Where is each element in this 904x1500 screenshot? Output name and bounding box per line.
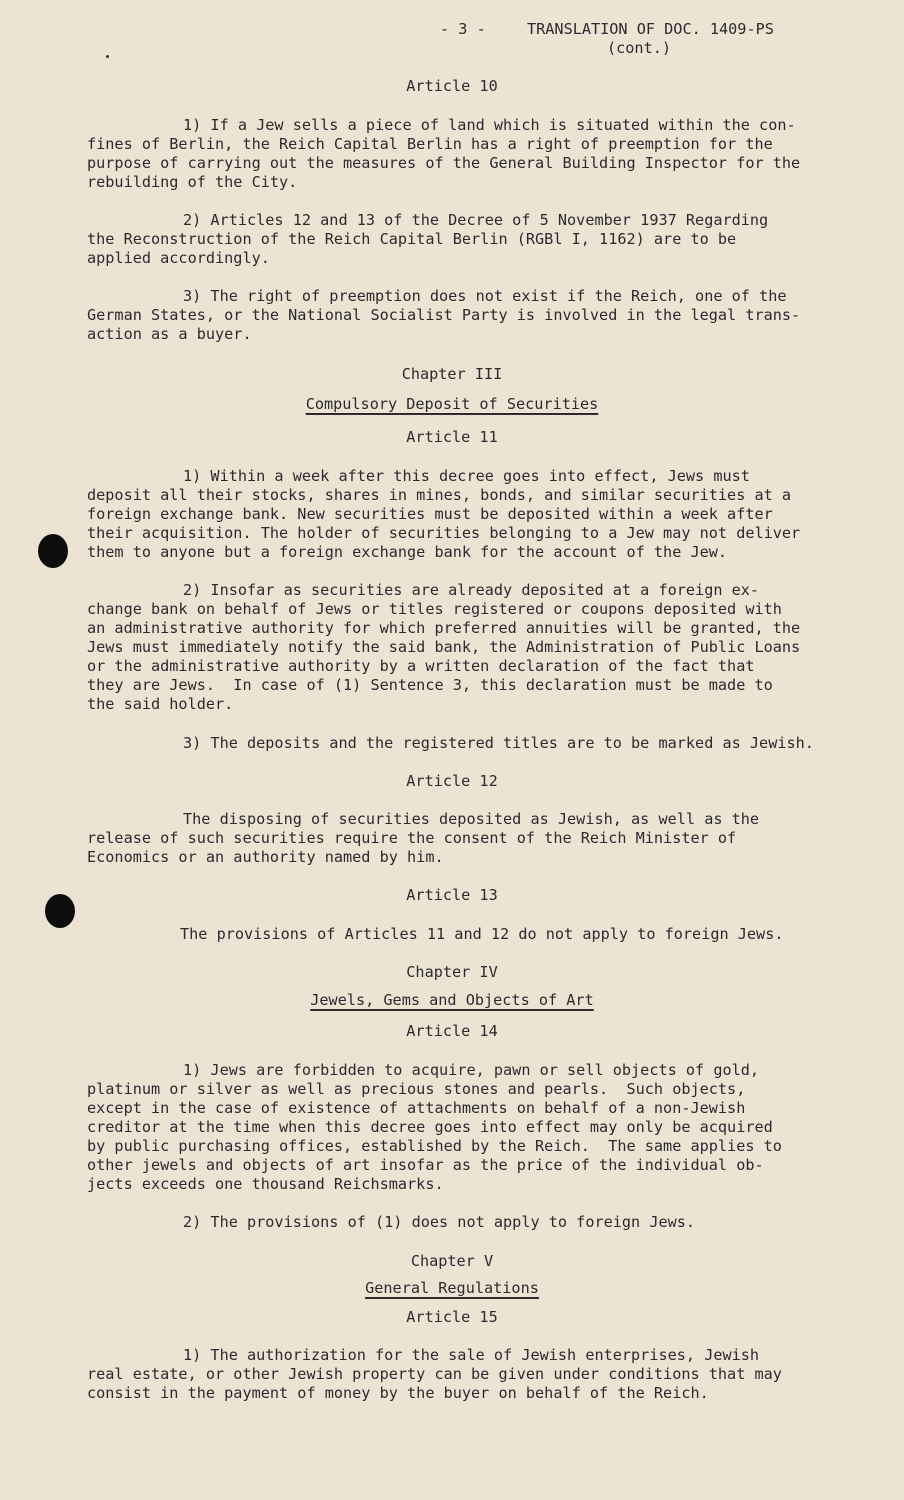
article-11-para-1-line: them to anyone but a foreign exchange bank for the account of the Jew.	[87, 543, 728, 561]
paper-speck	[106, 55, 109, 58]
article-10-para-1-line: fines of Berlin, the Reich Capital Berlin has a right of preemption for the	[87, 135, 773, 153]
article-10-para-2-line: the Reconstruction of the Reich Capital Berlin (RGBl I, 1162) are to be	[87, 230, 737, 248]
article-10-para-1-line: 1) If a Jew sells a piece of land which is situated within the con-	[183, 116, 796, 134]
page-number: - 3 -	[440, 20, 486, 38]
article-13-heading: Article 13	[406, 886, 498, 904]
article-10-para-3-line: action as a buyer.	[87, 325, 252, 343]
article-15-heading: Article 15	[406, 1308, 498, 1326]
article-10-para-1-line: rebuilding of the City.	[87, 173, 298, 191]
article-14-para-1-line: jects exceeds one thousand Reichsmarks.	[87, 1175, 444, 1193]
article-11-para-1-line: foreign exchange bank. New securities must be deposited within a week after	[87, 505, 773, 523]
article-13-para-1: The provisions of Articles 11 and 12 do not apply to foreign Jews.	[180, 925, 784, 943]
article-14-para-1-line: other jewels and objects of art insofar as the price of the individual ob-	[87, 1156, 764, 1174]
article-11-para-2-line: they are Jews. In case of (1) Sentence 3, this declaration must be made to	[87, 676, 773, 694]
article-14-para-1-line: platinum or silver as well as precious stones and pearls. Such objects,	[87, 1080, 746, 1098]
article-15-para-1-line: real estate, or other Jewish property can be given under conditions that may	[87, 1365, 782, 1383]
article-11-para-1-line: their acquisition. The holder of securities belonging to a Jew may not deliver	[87, 524, 801, 542]
punch-hole-upper	[38, 534, 68, 568]
chapter-3-title	[0, 395, 904, 414]
article-11-para-1-line: deposit all their stocks, shares in mines, bonds, and similar securities at a	[87, 486, 792, 504]
article-15-para-1-line: 1) The authorization for the sale of Jewish enterprises, Jewish	[183, 1346, 760, 1364]
article-11-para-2-line: an administrative authority for which preferred annuities will be granted, the	[87, 619, 801, 637]
article-10-para-3-line: 3) The right of preemption does not exist if the Reich, one of the	[183, 287, 787, 305]
article-10-para-1-line: purpose of carrying out the measures of the General Building Inspector for the	[87, 154, 801, 172]
chapter-3-title-text: Compulsory Deposit of Securities	[305, 395, 599, 413]
chapter-5-heading: Chapter V	[410, 1252, 494, 1270]
article-12-para-1-line: The disposing of securities deposited as Jewish, as well as the	[183, 810, 760, 828]
article-14-heading: Article 14	[406, 1022, 498, 1040]
article-14-para-1-line: 1) Jews are forbidden to acquire, pawn or sell objects of gold,	[183, 1061, 760, 1079]
article-12-heading: Article 12	[406, 772, 498, 790]
article-14-para-1-line: except in the case of existence of attachments on behalf of a non-Jewish	[87, 1099, 746, 1117]
article-10-para-3-line: German States, or the National Socialist Party is involved in the legal trans-	[87, 306, 801, 324]
chapter-4-title	[0, 991, 904, 1010]
document-title: TRANSLATION OF DOC. 1409-PS	[527, 20, 774, 38]
article-12-para-1-line: Economics or an authority named by him.	[87, 848, 444, 866]
article-11-para-3: 3) The deposits and the registered titles are to be marked as Jewish.	[183, 734, 814, 752]
chapter-3-heading: Chapter III	[401, 365, 503, 383]
article-15-para-1-line: consist in the payment of money by the buyer on behalf of the Reich.	[87, 1384, 709, 1402]
chapter-5-title-text: General Regulations	[365, 1279, 539, 1297]
article-11-para-2-line: the said holder.	[87, 695, 234, 713]
chapter-5-title	[0, 1279, 904, 1298]
article-11-para-2-line: or the administrative authority by a written declaration of the fact that	[87, 657, 755, 675]
article-14-para-1-line: by public purchasing offices, established by the Reich. The same applies to	[87, 1137, 782, 1155]
continued-label: (cont.)	[607, 39, 672, 57]
article-14-para-1-line: creditor at the time when this decree goes into effect may only be acquired	[87, 1118, 773, 1136]
article-12-para-1-line: release of such securities require the consent of the Reich Minister of	[87, 829, 737, 847]
chapter-4-heading: Chapter IV	[406, 963, 498, 981]
article-10-heading: Article 10	[406, 77, 498, 95]
chapter-4-title-text: Jewels, Gems and Objects of Art	[310, 991, 594, 1009]
article-11-para-2-line: Jews must immediately notify the said bank, the Administration of Public Loans	[87, 638, 801, 656]
article-11-heading: Article 11	[406, 428, 498, 446]
article-10-para-2-line: 2) Articles 12 and 13 of the Decree of 5 November 1937 Regarding	[183, 211, 769, 229]
article-10-para-2-line: applied accordingly.	[87, 249, 270, 267]
article-11-para-2-line: change bank on behalf of Jews or titles registered or coupons deposited with	[87, 600, 782, 618]
article-11-para-2-line: 2) Insofar as securities are already deposited at a foreign ex-	[183, 581, 760, 599]
article-14-para-2: 2) The provisions of (1) does not apply to foreign Jews.	[183, 1213, 696, 1231]
article-11-para-1-line: 1) Within a week after this decree goes into effect, Jews must	[183, 467, 750, 485]
